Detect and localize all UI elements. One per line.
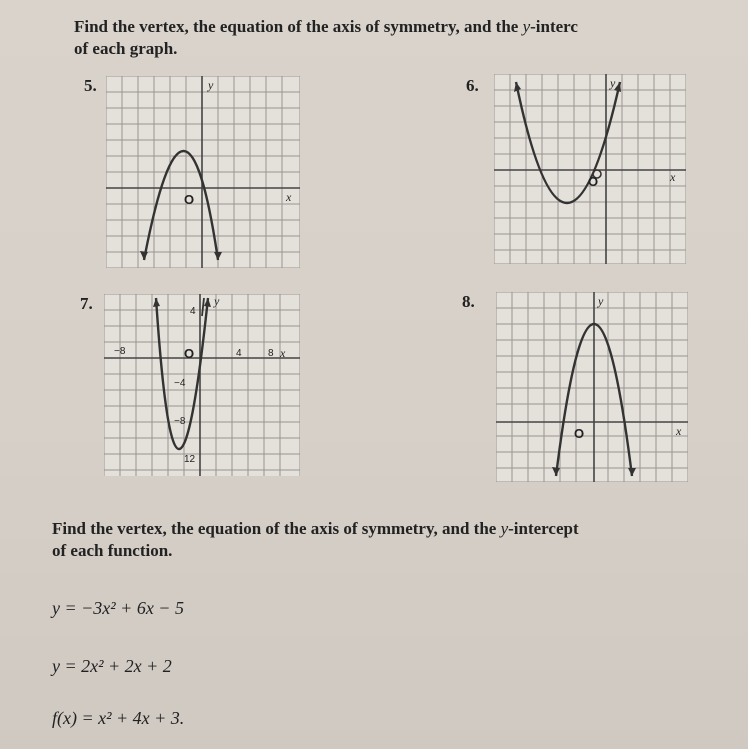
graph-5 <box>106 76 300 268</box>
origin-label: O <box>184 192 195 207</box>
y-axis-label: y <box>610 76 616 90</box>
problem-number-8: 8. <box>462 292 475 311</box>
heading-text: Find the vertex, the equation of the axis of symmetry, and the <box>52 519 501 538</box>
y-axis-label: y <box>598 294 604 308</box>
x-axis-label: x <box>670 170 676 184</box>
tick-label: −8 <box>114 346 126 357</box>
origin-label: O <box>184 346 195 361</box>
tick-label: 8 <box>268 348 274 359</box>
problem-number-5: 5. <box>84 76 97 95</box>
y-axis-label: y <box>208 78 214 92</box>
tick-label: 12 <box>184 454 196 465</box>
heading-text-line2: of each graph. <box>74 39 178 58</box>
x-axis-label: x <box>280 346 286 360</box>
graph-6 <box>494 74 686 264</box>
equation-2: y = 2x² + 2x + 2 <box>52 656 172 676</box>
origin-label: O <box>574 426 585 441</box>
heading-text-end: -interc <box>530 17 578 36</box>
tick-label: −8 <box>174 416 186 427</box>
section-heading-functions <box>52 518 748 562</box>
equation-1: y = −3x² + 6x − 5 <box>52 598 184 618</box>
tick-label: 4 <box>190 306 196 317</box>
heading-variable: y <box>522 17 531 36</box>
x-axis-label: x <box>676 424 682 438</box>
heading-text-end: -intercept <box>508 519 579 538</box>
tick-label: 4 <box>236 348 242 359</box>
equation-3: f(x) = x² + 4x + 3. <box>52 708 185 728</box>
x-axis-label: x <box>286 190 292 204</box>
tick-label: −4 <box>174 378 186 389</box>
problem-number-7: 7. <box>80 294 93 313</box>
y-axis-label: y <box>214 294 220 308</box>
graph-7 <box>104 294 300 476</box>
heading-variable: y <box>500 519 509 538</box>
origin-label: O <box>588 174 599 189</box>
graph-8 <box>496 292 688 482</box>
problem-number-6: 6. <box>466 76 479 95</box>
heading-text-line2: of each function. <box>52 541 173 560</box>
heading-text: Find the vertex, the equation of the axis of symmetry, and the <box>74 17 523 36</box>
section-heading-graphs <box>74 16 714 60</box>
